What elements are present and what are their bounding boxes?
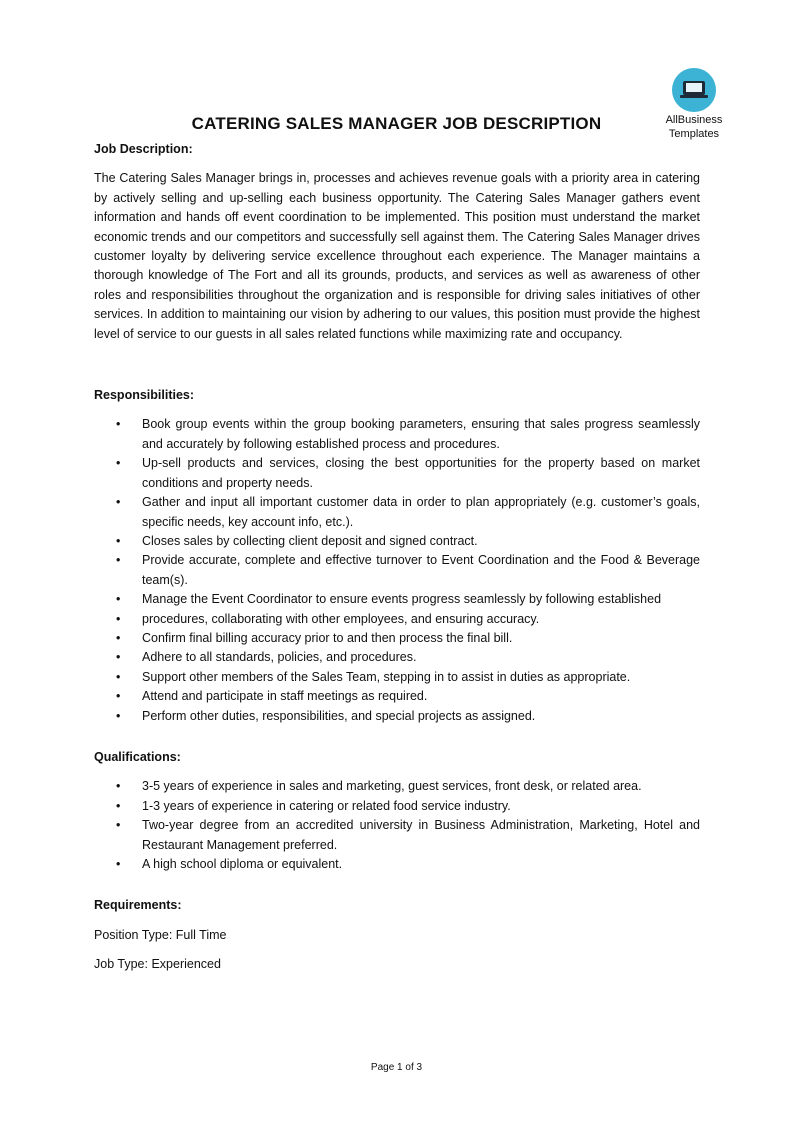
list-item: • Up-sell products and services, closing the best opportunities for the property based on market conditions and property needs. <box>116 456 700 490</box>
bullet-icon: • <box>116 708 121 723</box>
bullet-icon: • <box>116 630 121 645</box>
requirements-heading: Requirements: <box>94 898 182 913</box>
list-item: • Book group events within the group booking parameters, ensuring that sales progress seamlessly and accurately by following established process and procedures. <box>116 417 700 451</box>
bullet-icon: • <box>116 611 121 626</box>
bullet-icon: • <box>116 798 121 813</box>
position-type-text: Position Type: Full Time <box>94 927 227 942</box>
page-title: CATERING SALES MANAGER JOB DESCRIPTION <box>191 114 602 133</box>
list-item: • A high school diploma or equivalent. <box>94 855 700 874</box>
job-description-heading: Job Description: <box>94 142 193 156</box>
qualifications-heading: Qualifications: <box>94 749 181 764</box>
list-item: • Support other members of the Sales Team, stepping in to assist in duties as appropriate. <box>94 668 700 687</box>
laptop-icon <box>672 68 716 112</box>
bullet-icon: • <box>116 456 121 471</box>
list-item: • Gather and input all important customer data in order to plan appropriately (e.g. customer’s goals, specific needs, key account info, etc.). <box>116 495 700 529</box>
list-item: • Closes sales by collecting client deposit and signed contract. <box>94 532 700 551</box>
bullet-icon: • <box>116 417 121 432</box>
list-item: • Adhere to all standards, policies, and procedures. <box>94 648 700 667</box>
bullet-icon: • <box>116 533 121 548</box>
qualifications-list <box>94 777 700 874</box>
list-item: • Attend and participate in staff meetings as required. <box>94 687 700 706</box>
responsibilities-list <box>94 415 700 726</box>
page-number-footer: Page 1 of 3 <box>370 1062 423 1073</box>
bullet-icon: • <box>116 689 121 704</box>
list-item: • Manage the Event Coordinator to ensure events progress seamlessly by following established <box>94 590 700 609</box>
job-description-text: The Catering Sales Manager brings in, processes and achieves revenue goals with a priority area in catering by actively selling and up-selling each business opportunity. The Catering Sales Manager gathers event information and hands off event coordination to be implemented. This position must understand the market economic trends and our competitors and successfully sell against them. The Catering Sales Manager drives customer loyalty by delivering service excellence throughout each experience. The Manager maintains a thorough knowledge of The Fort and all its grounds, products, and services as well as awareness of other roles and responsibilities throughout the organization and is responsible for driving sales initiatives of other services. In addition to maintaining our vision by adhering to our values, this position must provide the highest level of service to our guests in all sales related functions while maximizing rate and occupancy. <box>94 171 700 341</box>
list-item: • Confirm final billing accuracy prior to and then process the final bill. <box>94 629 700 648</box>
responsibilities-heading: Responsibilities: <box>94 388 195 403</box>
bullet-icon: • <box>116 857 121 871</box>
list-item: • Perform other duties, responsibilities, and special projects as assigned. <box>94 707 700 726</box>
bullet-icon: • <box>116 495 121 510</box>
logo-text-line1: AllBusiness <box>665 114 723 126</box>
bullet-icon: • <box>116 669 121 684</box>
bullet-icon: • <box>116 650 121 665</box>
document-body <box>94 140 700 975</box>
list-item: • 3-5 years of experience in sales and marketing, guest services, front desk, or related area. <box>94 777 700 796</box>
bullet-icon: • <box>116 553 121 568</box>
job-type-text: Job Type: Experienced <box>94 957 221 972</box>
list-item: • Provide accurate, complete and effective turnover to Event Coordination and the Food & Beverage team(s). <box>116 553 700 587</box>
bullet-icon: • <box>116 818 121 833</box>
list-item: • 1-3 years of experience in catering or related food service industry. <box>94 797 700 816</box>
list-item: • procedures, collaborating with other employees, and ensuring accuracy. <box>94 610 700 629</box>
bullet-icon: • <box>116 592 121 607</box>
bullet-icon: • <box>116 779 121 794</box>
list-item: • Two-year degree from an accredited university in Business Administration, Marketing, Hotel and Restaurant Management preferred. <box>116 818 700 852</box>
logo-text-line2: Templates <box>668 128 720 140</box>
